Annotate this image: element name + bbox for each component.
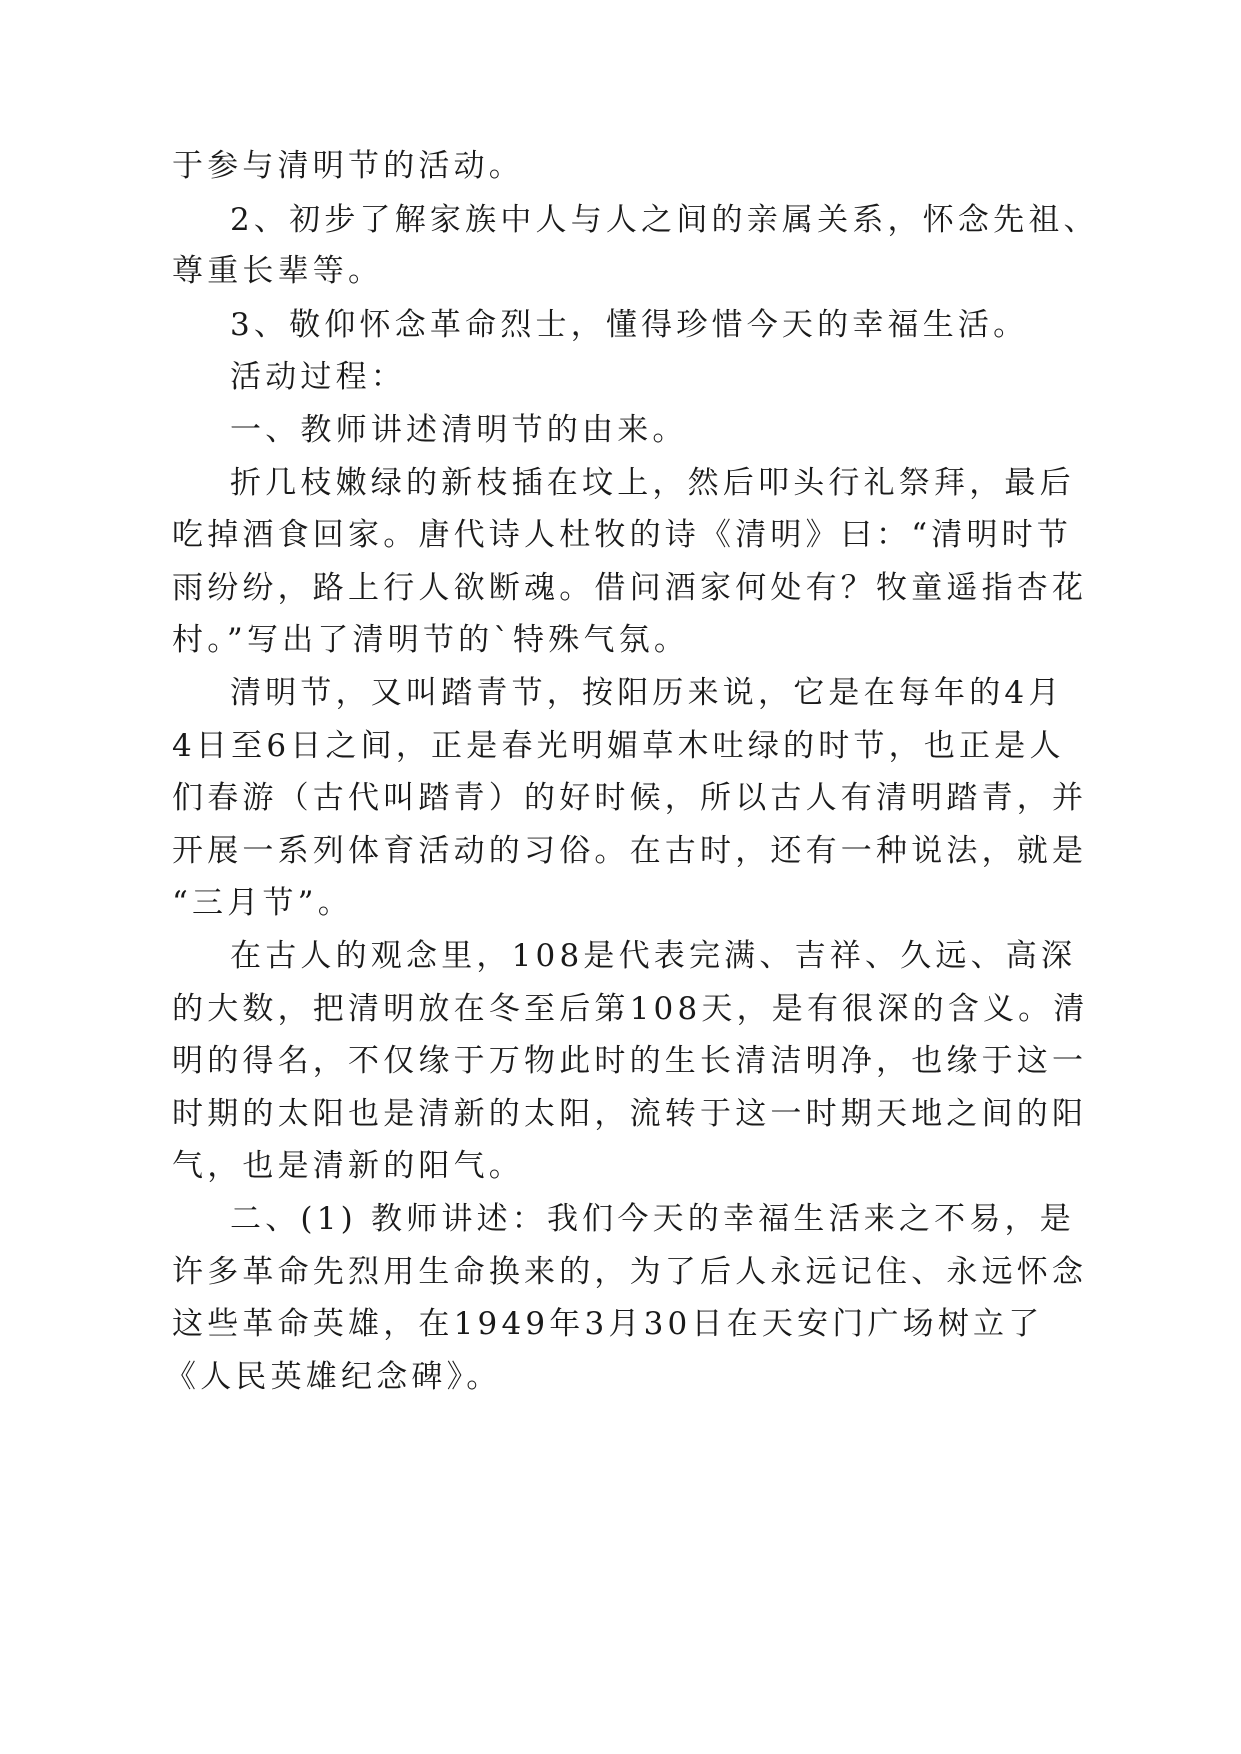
text-line: 3、敬仰怀念革命烈士，懂得珍惜今天的幸福生活。 [230, 307, 1029, 343]
text-line: 尊重长辈等。 [172, 253, 384, 289]
text-line: 一、教师讲述清明节的由来。 [230, 412, 688, 448]
text-line: 们春游（古代叫踏青）的好时候，所以古人有清明踏青，并 [172, 780, 1088, 816]
text-line: 在古人的观念里，108是代表完满、吉祥、久远、高深 [230, 938, 1077, 974]
text-line: 4日至6日之间，正是春光明媚草木吐绿的时节，也正是人 [172, 728, 1065, 764]
text-line: 时期的太阳也是清新的太阳，流转于这一时期天地之间的阳 [172, 1096, 1088, 1132]
text-line: “三月节”。 [172, 885, 353, 921]
text-line: 二、(1) 教师讲述：我们今天的幸福生活来之不易，是 [230, 1201, 1075, 1237]
text-line: 清明节，又叫踏青节，按阳历来说，它是在每年的4月 [230, 675, 1064, 711]
text-line: 气，也是清新的阳气。 [172, 1148, 524, 1184]
text-line: 雨纷纷，路上行人欲断魂。借问酒家何处有？牧童遥指杏花 [172, 570, 1088, 606]
text-line: 活动过程： [230, 359, 406, 395]
text-line: 吃掉酒食回家。唐代诗人杜牧的诗《清明》曰：“清明时节 [172, 517, 1073, 553]
text-line: 于参与清明节的活动。 [172, 148, 524, 184]
text-line: 《人民英雄纪念碑》。 [165, 1359, 502, 1395]
text-line: 折几枝嫩绿的新枝插在坟上，然后叩头行礼祭拜，最后 [230, 465, 1075, 501]
text-line: 许多革命先烈用生命换来的，为了后人永远记住、永远怀念 [172, 1254, 1088, 1290]
text-line: 的大数，把清明放在冬至后第108天，是有很深的含义。清 [172, 991, 1089, 1027]
text-line: 村。”写出了清明节的`特殊气氛。 [172, 622, 690, 658]
text-line: 开展一系列体育活动的习俗。在古时，还有一种说法，就是 [172, 833, 1088, 869]
text-line: 2、初步了解家族中人与人之间的亲属关系，怀念先祖、 [230, 202, 1099, 238]
text-line: 明的得名，不仅缘于万物此时的生长清洁明净，也缘于这一 [172, 1043, 1088, 1079]
text-line: 这些革命英雄，在1949年3月30日在天安门广场树立了 [172, 1306, 1044, 1342]
